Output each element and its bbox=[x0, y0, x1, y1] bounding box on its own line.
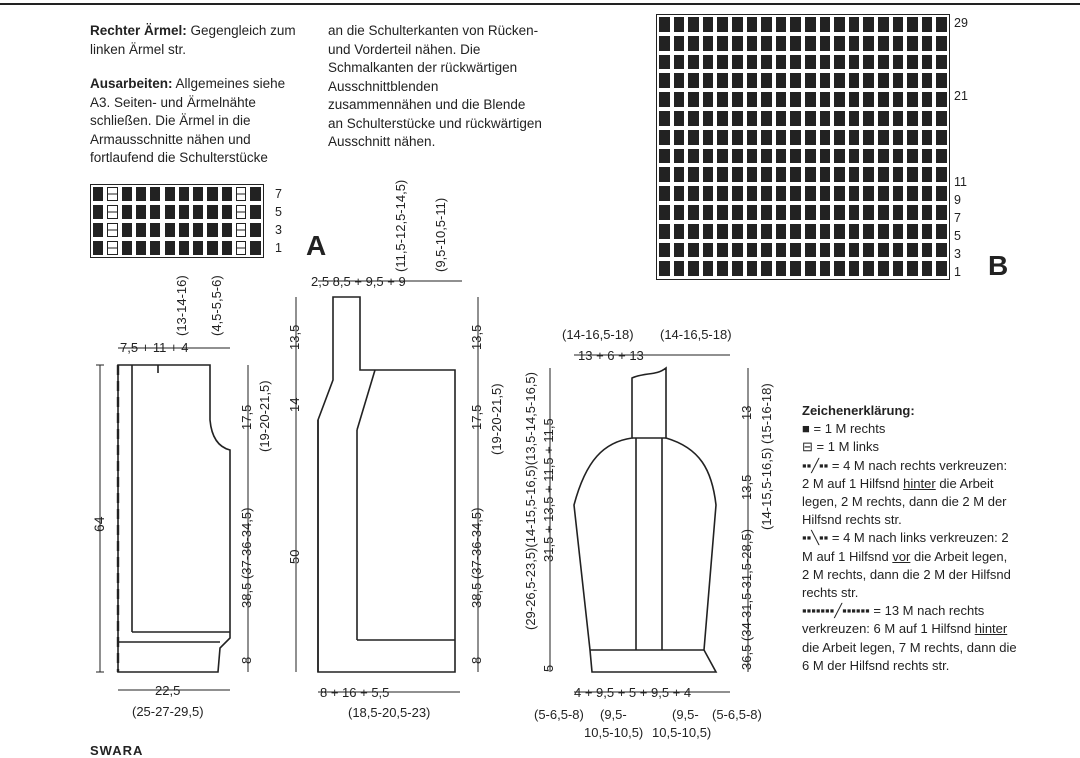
front-top-sub1: (13-14-16) bbox=[174, 275, 189, 336]
sleeve-bottom-sub6: 10,5-10,5) bbox=[652, 725, 712, 740]
sleeve-bottom-widths: 4 + 9,5 + 5 + 9,5 + 4 bbox=[574, 685, 692, 700]
legend-cross-right-hinter: hinter bbox=[903, 475, 936, 491]
row-number: 29 bbox=[954, 16, 968, 30]
front-top-sub2: (4,5-5,5-6) bbox=[209, 275, 224, 336]
row-number: 11 bbox=[954, 175, 967, 189]
sleeve-right-sub: (14-15,5-16,5) (15-16-18) bbox=[759, 383, 774, 530]
footer-text: SWARA bbox=[90, 743, 144, 758]
back-left-mid: 14 bbox=[287, 397, 302, 412]
front-right-bot: 8 bbox=[239, 656, 254, 664]
legend-cross-right-text2: die Arbeit legen, 2 M rechts, dann die 2 M der Hilfsnd rechts str. bbox=[802, 475, 1007, 528]
purl-symbol-icon: ⊟ bbox=[802, 439, 813, 455]
back-right-mid-sub: (19-20-21,5) bbox=[489, 383, 504, 455]
sleeve-bottom-sub3: (9,5- bbox=[672, 707, 699, 722]
body-rechter-aermel: Gegengleich zum linken Ärmel str. bbox=[90, 23, 296, 57]
legend-knit-text: = 1 M rechts bbox=[813, 421, 886, 437]
row-number: 9 bbox=[954, 193, 961, 207]
legend-cross-left-vor: vor bbox=[892, 548, 911, 564]
body-continued: an die Schulterkanten von Rücken- und Vorderteil nähen. Die Schmalkanten der rückwärtigen Ausschnittblenden zusammennähen und die Blende an Schulterstücke und rückwärtigen Ausschnitt nähen. bbox=[328, 23, 542, 149]
heading-rechter-aermel: Rechter Ärmel: bbox=[90, 23, 187, 38]
legend-item-purl bbox=[802, 438, 1017, 456]
front-side-height: 64 bbox=[91, 516, 107, 532]
front-top-widths: 7,5 + 11 + 4 bbox=[120, 340, 189, 355]
row-number: 5 bbox=[275, 205, 282, 219]
legend bbox=[802, 402, 1017, 675]
sleeve-left-mid: 31,5 + 13,5 + 11,5 + 11,5 bbox=[541, 418, 556, 562]
schematic-front-piece bbox=[118, 365, 230, 672]
legend-cross-left-text1: = 4 M nach links verkreuzen: 2 M auf 1 Hilfsnd bbox=[802, 530, 1009, 564]
cross-13-symbol-icon: ▪▪▪▪▪▪▪╱▪▪▪▪▪▪ bbox=[802, 603, 870, 619]
back-top-sub1: (11,5-12,5-14,5) bbox=[393, 179, 408, 272]
sleeve-bottom-sub4: (5-6,5-8) bbox=[712, 707, 762, 722]
chart-a-label: A bbox=[306, 230, 327, 261]
cross-right-symbol-icon: ▪▪╱▪▪ bbox=[802, 457, 829, 473]
heading-ausarbeiten: Ausarbeiten: bbox=[90, 76, 173, 91]
legend-item-cross-right bbox=[802, 457, 1017, 530]
back-top-sub2: (9,5-10,5-11) bbox=[433, 197, 448, 272]
row-number: 3 bbox=[954, 247, 961, 261]
row-number: 5 bbox=[954, 229, 961, 243]
sleeve-bottom-sub5: 10,5-10,5) bbox=[584, 725, 644, 740]
legend-item-cross-13 bbox=[802, 602, 1017, 675]
front-bottom-width: 22,5 bbox=[155, 683, 181, 698]
sleeve-top-widths: 13 + 6 + 13 bbox=[578, 348, 644, 363]
row-number: 7 bbox=[954, 211, 961, 225]
legend-cross13-hinter: hinter bbox=[974, 621, 1008, 637]
back-right-bot: 8 bbox=[469, 656, 484, 664]
front-right-top-sub: (19-20-21,5) bbox=[257, 380, 272, 452]
legend-title: Zeichenerklärung: bbox=[802, 403, 915, 418]
front-right-mid: 38,5 (37-36-34,5) bbox=[239, 507, 254, 608]
sleeve-left-bot: 5 bbox=[541, 664, 556, 672]
row-number: 21 bbox=[954, 89, 968, 103]
legend-cross13-eq: = bbox=[873, 603, 881, 619]
chart-b-label: B bbox=[988, 250, 1009, 281]
back-bottom-sub: (18,5-20,5-23) bbox=[348, 705, 431, 720]
legend-cross-left-text2: die Arbeit legen, 2 M rechts, dann die 2 M der Hilfsnd rechts str. bbox=[802, 548, 1011, 601]
knit-symbol-icon: ■ bbox=[802, 421, 810, 437]
back-right-low: 38,5 (37-36-34,5) bbox=[469, 507, 484, 608]
legend-item-cross-left bbox=[802, 529, 1017, 602]
sleeve-right-top: 13 bbox=[739, 405, 754, 420]
back-bottom-widths: 8 + 16 + 5,5 bbox=[320, 685, 390, 700]
body-ausarbeiten: Allgemeines siehe A3. Seiten- und Ärmelnähte schließen. Die Ärmel in die Armausschnitte nähen und fortlaufend die Schulterstücke bbox=[90, 76, 286, 165]
sleeve-bottom-sub1: (5-6,5-8) bbox=[534, 707, 584, 722]
sleeve-top-right-sub: (14-16,5-18) bbox=[660, 327, 732, 342]
legend-purl-text: = 1 M links bbox=[816, 439, 880, 455]
row-number: 3 bbox=[275, 223, 282, 237]
sleeve-top-left-sub: (14-16,5-18) bbox=[562, 327, 634, 342]
front-right-top: 17,5 bbox=[239, 404, 254, 430]
schematic-back-piece bbox=[318, 297, 455, 672]
sleeve-right-low: 36,5 (34-31,5-31,5-28,5) bbox=[739, 529, 754, 670]
back-right-mid: 17,5 bbox=[469, 404, 484, 430]
back-right-top: 13,5 bbox=[469, 324, 484, 350]
front-bottom-sub: (25-27-29,5) bbox=[132, 704, 204, 719]
sleeve-bottom-sub2: (9,5- bbox=[600, 707, 627, 722]
row-number: 1 bbox=[275, 241, 282, 255]
back-top-widths: 2,5 8,5 + 9,5 + 9 bbox=[311, 274, 406, 289]
row-number: 7 bbox=[275, 187, 282, 201]
back-left-bot: 50 bbox=[287, 549, 302, 564]
legend-cross13-text2: die Arbeit legen, 7 M rechts, dann die 6 M der Hilfsnd rechts str. bbox=[802, 639, 1017, 673]
cross-left-symbol-icon: ▪▪╲▪▪ bbox=[802, 530, 829, 546]
legend-cross13-text1: 13 M nach rechts verkreuzen: 6 M auf 1 Hilfsnd bbox=[802, 603, 985, 637]
legend-cross-right-text1: = 4 M nach rechts verkreuzen: 2 M auf 1 Hilfsnd bbox=[802, 457, 1008, 491]
sleeve-right-mid: 13,5 bbox=[739, 474, 754, 500]
legend-item-knit bbox=[802, 420, 1017, 438]
row-number: 1 bbox=[954, 265, 961, 279]
back-left-top: 13,5 bbox=[287, 324, 302, 350]
schematic-sleeve-piece bbox=[574, 368, 716, 672]
sleeve-left-dims: (29-26,5-23,5)(14-15,5-16,5)(13,5-14,5-16,5) bbox=[523, 372, 538, 630]
